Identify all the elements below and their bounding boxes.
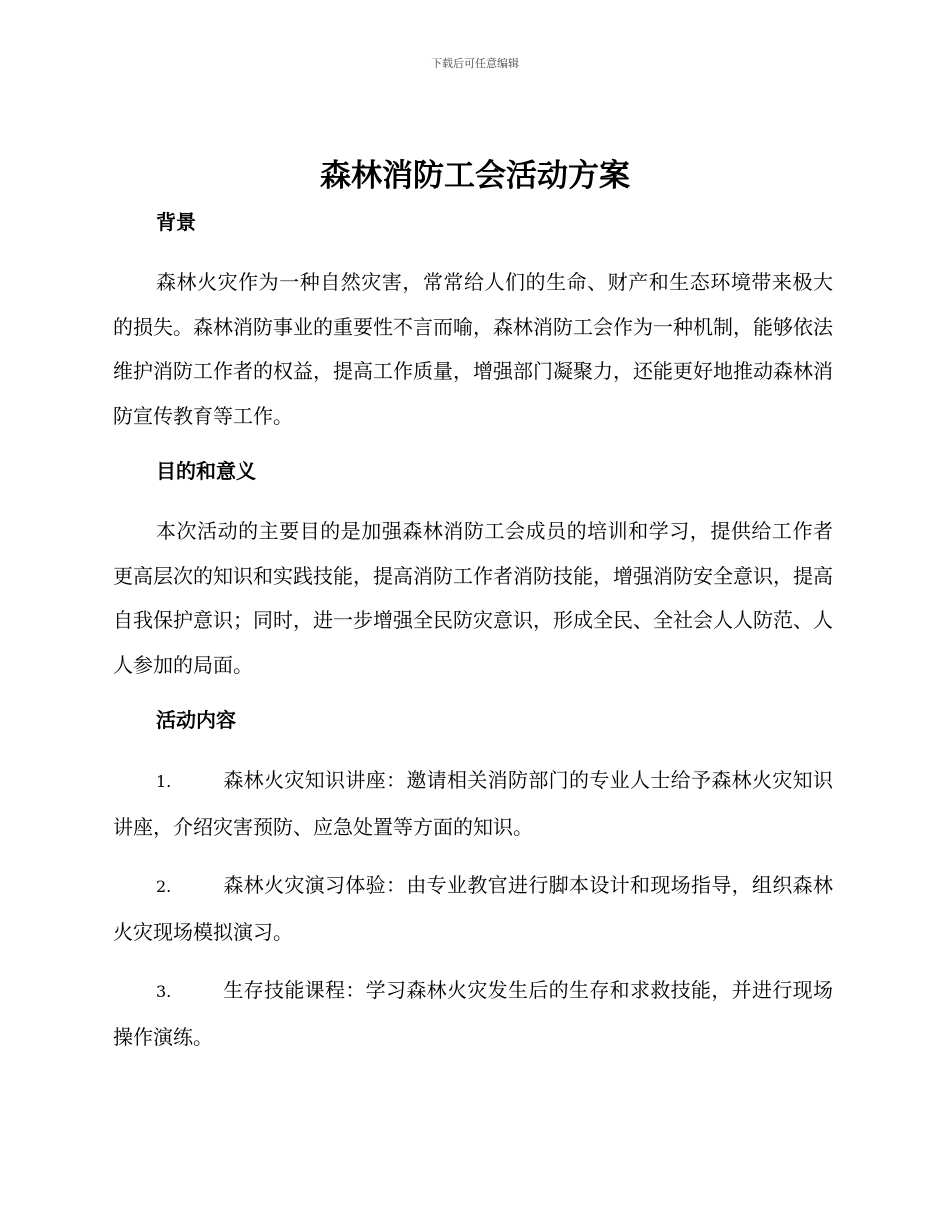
list-item [113, 968, 833, 1059]
section-heading-activities: 活动内容 [156, 708, 236, 732]
paragraph-purpose: 本次活动的主要目的是加强森林消防工会成员的培训和学习，提供给工作者更高层次的知识和实践技能，提高消防工作者消防技能，增强消防安全意识，提高自我保护意识；同时，进一步增强全民防灾意识，形成全民、全社会人人防范、人人参加的局面。 [113, 519, 833, 677]
list-item [113, 758, 833, 849]
list-item-number: 1. [156, 772, 172, 791]
list-item-text: 生存技能课程：学习森林火灾发生后的生存和求救技能，并进行现场操作演练。 [113, 978, 833, 1049]
document-title: 森林消防工会活动方案 [320, 158, 630, 194]
list-item-number: 2. [156, 877, 172, 896]
document-body [113, 205, 833, 1073]
paragraph-background: 森林火灾作为一种自然灾害，常常给人们的生命、财产和生态环境带来极大的损失。森林消防事业的重要性不言而喻，森林消防工会作为一种机制，能够依法维护消防工作者的权益，提高工作质量，增强部门凝聚力，还能更好地推动森林消防宣传教育等工作。 [113, 270, 833, 428]
list-item-number: 3. [156, 982, 172, 1001]
section-heading-purpose: 目的和意义 [156, 459, 256, 483]
list-item-text: 森林火灾演习体验：由专业教官进行脚本设计和现场指导，组织森林火灾现场模拟演习。 [113, 873, 833, 944]
section-heading-background: 背景 [156, 210, 196, 234]
list-item-text: 森林火灾知识讲座：邀请相关消防部门的专业人士给予森林火灾知识讲座，介绍灾害预防、应急处置等方面的知识。 [113, 768, 833, 839]
list-item [113, 863, 833, 954]
header-note: 下载后可任意编辑 [431, 57, 519, 70]
